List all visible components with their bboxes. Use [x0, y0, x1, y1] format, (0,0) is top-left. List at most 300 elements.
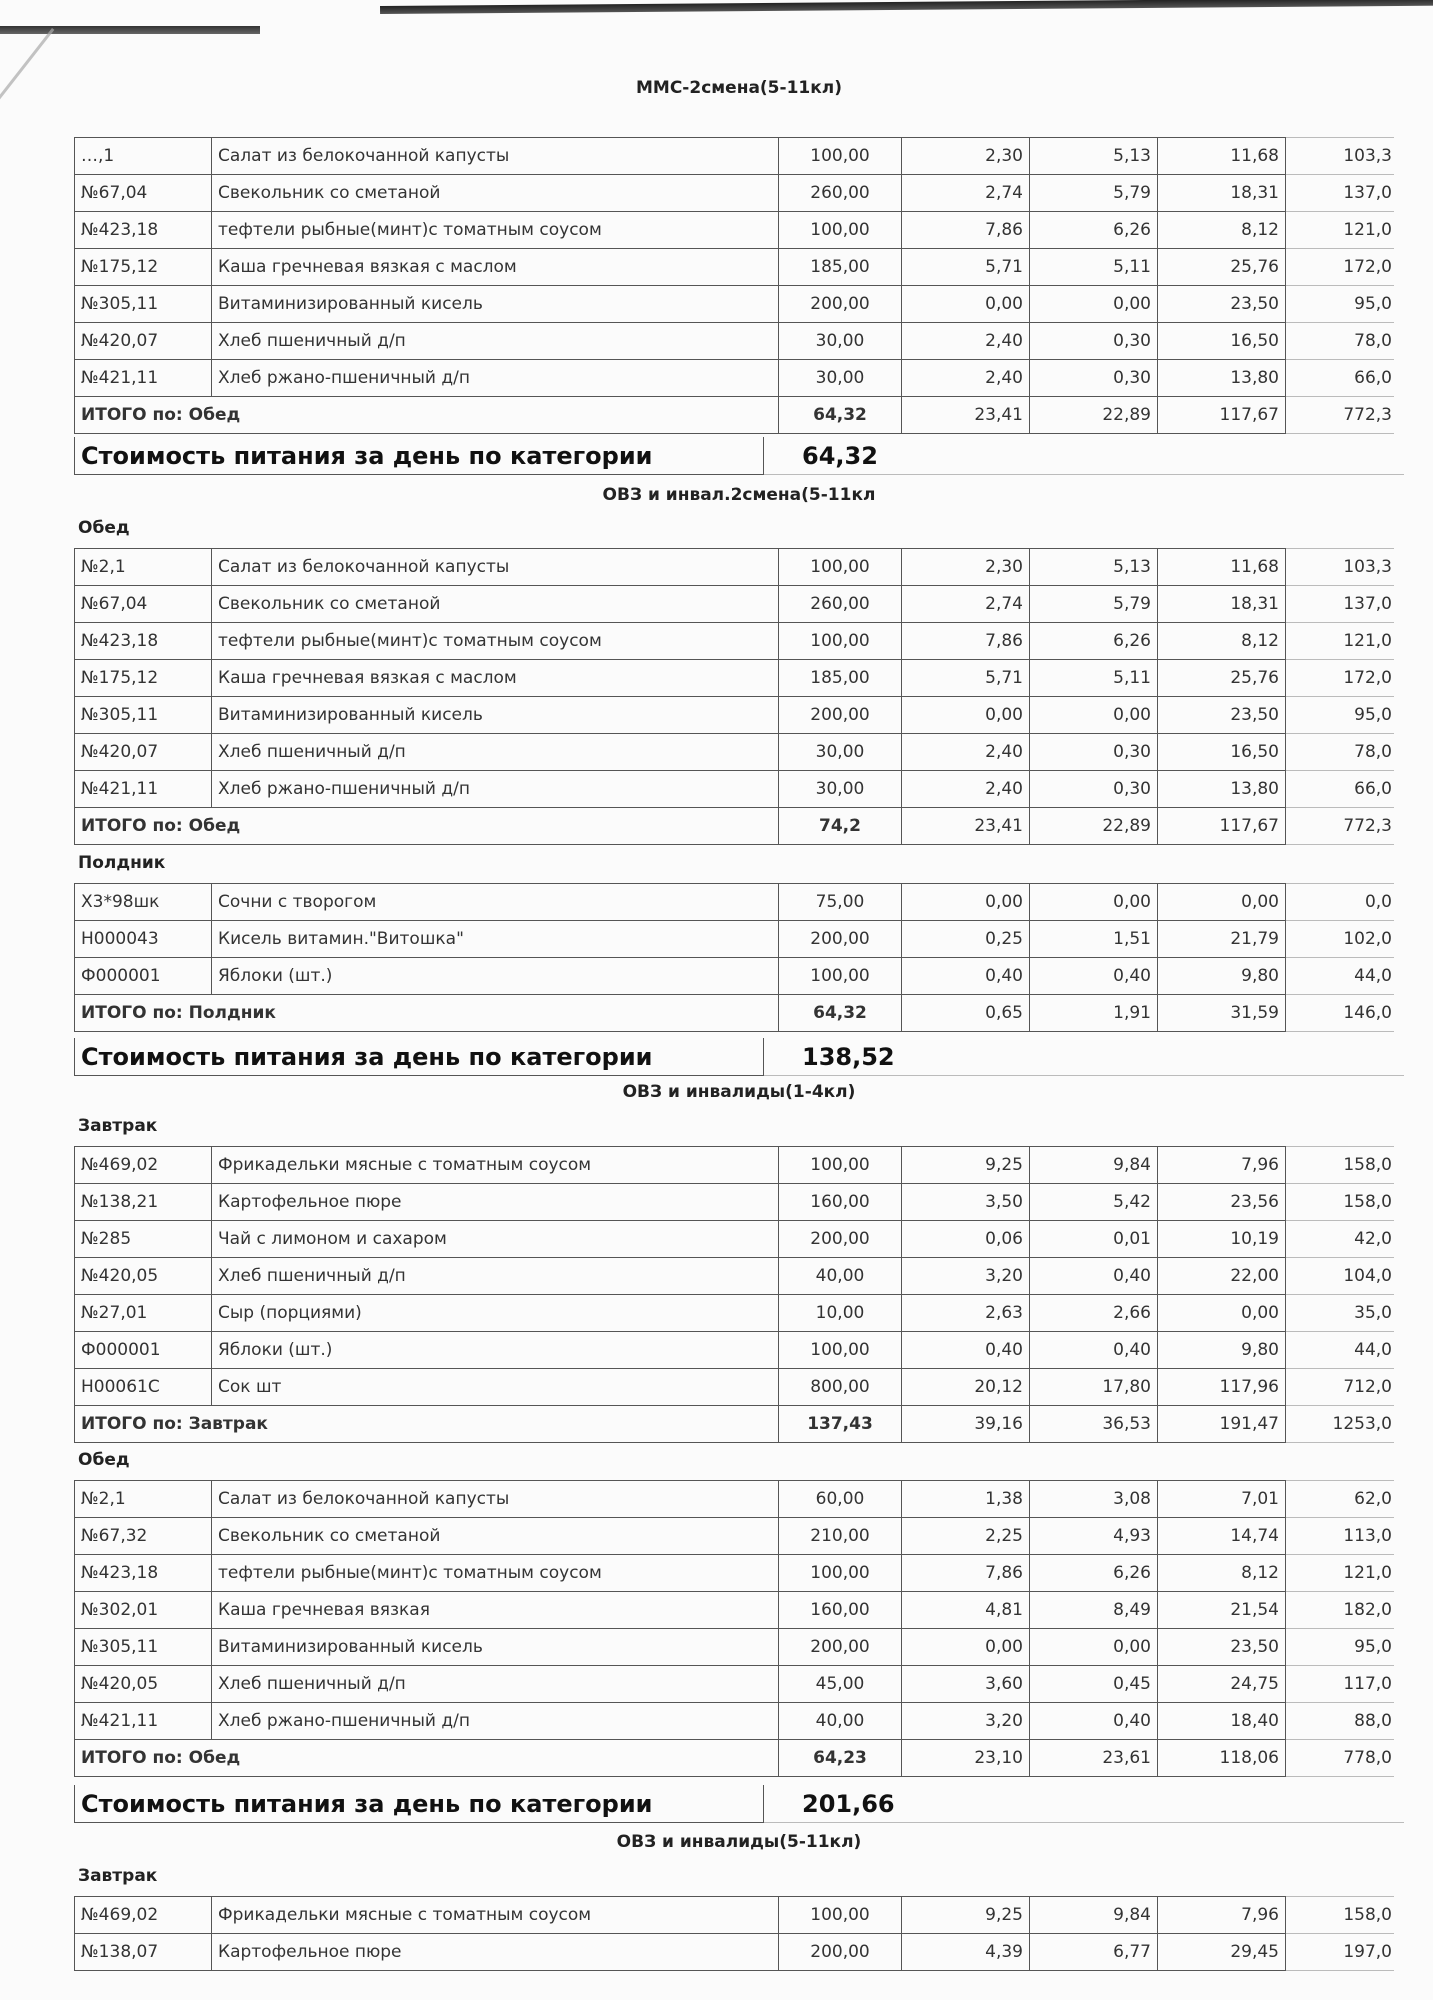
total-protein: 39,16 — [902, 1406, 1030, 1443]
total-carbs: 117,67 — [1158, 397, 1286, 434]
calories-cell: 104,0 — [1286, 1258, 1395, 1295]
protein-cell: 9,25 — [902, 1897, 1030, 1934]
carbs-cell: 7,01 — [1158, 1481, 1286, 1518]
dish-code-cell: Ф000001 — [75, 1332, 212, 1369]
dish-code-cell: №469,02 — [75, 1897, 212, 1934]
portion-weight-cell: 200,00 — [779, 286, 902, 323]
meal-total-label: ИТОГО по: Завтрак — [75, 1406, 779, 1443]
total-protein: 23,41 — [902, 808, 1030, 845]
total-carbs: 31,59 — [1158, 995, 1286, 1032]
table-row — [75, 138, 1395, 175]
calories-cell: 62,0 — [1286, 1481, 1395, 1518]
dish-code-cell: №423,18 — [75, 623, 212, 660]
carbs-cell: 29,45 — [1158, 1934, 1286, 1971]
carbs-cell: 14,74 — [1158, 1518, 1286, 1555]
carbs-cell: 8,12 — [1158, 212, 1286, 249]
fat-cell: 1,51 — [1030, 921, 1158, 958]
protein-cell: 3,20 — [902, 1258, 1030, 1295]
portion-weight-cell: 30,00 — [779, 771, 902, 808]
portion-weight-cell: 200,00 — [779, 1934, 902, 1971]
total-carbs: 118,06 — [1158, 1740, 1286, 1777]
dish-code-cell: Х3*98шк — [75, 884, 212, 921]
dish-name-cell: Хлеб пшеничный д/п — [212, 323, 779, 360]
portion-weight-cell: 200,00 — [779, 1221, 902, 1258]
fat-cell: 17,80 — [1030, 1369, 1158, 1406]
dish-name-cell: Яблоки (шт.) — [212, 1332, 779, 1369]
fat-cell: 0,01 — [1030, 1221, 1158, 1258]
carbs-cell: 23,50 — [1158, 286, 1286, 323]
protein-cell: 1,38 — [902, 1481, 1030, 1518]
dish-name-cell: Хлеб пшеничный д/п — [212, 1666, 779, 1703]
dish-code-cell: №420,07 — [75, 734, 212, 771]
dish-code-cell: №305,11 — [75, 697, 212, 734]
calories-cell: 158,0 — [1286, 1897, 1395, 1934]
total-protein: 23,10 — [902, 1740, 1030, 1777]
portion-weight-cell: 160,00 — [779, 1592, 902, 1629]
dish-code-cell: №421,11 — [75, 1703, 212, 1740]
portion-weight-cell: 45,00 — [779, 1666, 902, 1703]
table-row — [75, 1518, 1395, 1555]
carbs-cell: 8,12 — [1158, 623, 1286, 660]
portion-weight-cell: 30,00 — [779, 360, 902, 397]
dish-code-cell: №423,18 — [75, 1555, 212, 1592]
total-fat: 22,89 — [1030, 397, 1158, 434]
dish-name-cell: Витаминизированный кисель — [212, 1629, 779, 1666]
dish-name-cell: Свекольник со сметаной — [212, 1518, 779, 1555]
total-calories: 146,0 — [1286, 995, 1395, 1032]
protein-cell: 0,06 — [902, 1221, 1030, 1258]
dish-name-cell: Фрикадельки мясные с томатным соусом — [212, 1147, 779, 1184]
table-row — [75, 771, 1395, 808]
day-cost-row — [74, 437, 1404, 475]
fat-cell: 0,40 — [1030, 1703, 1158, 1740]
protein-cell: 4,39 — [902, 1934, 1030, 1971]
meal-title: Обед — [78, 1450, 130, 1470]
protein-cell: 7,86 — [902, 212, 1030, 249]
calories-cell: 44,0 — [1286, 958, 1395, 995]
carbs-cell: 11,68 — [1158, 138, 1286, 175]
protein-cell: 2,63 — [902, 1295, 1030, 1332]
table-row — [75, 1184, 1395, 1221]
table-row — [75, 1555, 1395, 1592]
portion-weight-cell: 185,00 — [779, 249, 902, 286]
fat-cell: 0,00 — [1030, 1629, 1158, 1666]
dish-name-cell: тефтели рыбные(минт)с томатным соусом — [212, 212, 779, 249]
fat-cell: 6,26 — [1030, 623, 1158, 660]
day-cost-value: 201,66 — [764, 1785, 1404, 1823]
meal-total-cost: 64,32 — [779, 397, 902, 434]
carbs-cell: 16,50 — [1158, 323, 1286, 360]
protein-cell: 7,86 — [902, 623, 1030, 660]
portion-weight-cell: 100,00 — [779, 1332, 902, 1369]
carbs-cell: 7,96 — [1158, 1897, 1286, 1934]
protein-cell: 0,40 — [902, 1332, 1030, 1369]
meal-title: Завтрак — [78, 1866, 158, 1886]
dish-code-cell: №305,11 — [75, 286, 212, 323]
calories-cell: 137,0 — [1286, 586, 1395, 623]
portion-weight-cell: 10,00 — [779, 1295, 902, 1332]
category-title: ОВЗ и инвалиды(1-4кл) — [622, 1082, 856, 1102]
fat-cell: 6,26 — [1030, 212, 1158, 249]
meal-total-row — [75, 1740, 1395, 1777]
dish-name-cell: Сок шт — [212, 1369, 779, 1406]
table-row — [75, 1481, 1395, 1518]
dish-code-cell: №67,04 — [75, 586, 212, 623]
fat-cell: 5,79 — [1030, 586, 1158, 623]
dish-code-cell: Н00061С — [75, 1369, 212, 1406]
fat-cell: 0,40 — [1030, 1258, 1158, 1295]
fat-cell: 5,13 — [1030, 549, 1158, 586]
carbs-cell: 10,19 — [1158, 1221, 1286, 1258]
protein-cell: 0,00 — [902, 1629, 1030, 1666]
total-calories: 778,0 — [1286, 1740, 1395, 1777]
table-row — [75, 212, 1395, 249]
fat-cell: 5,11 — [1030, 249, 1158, 286]
fat-cell: 0,30 — [1030, 323, 1158, 360]
total-fat: 36,53 — [1030, 1406, 1158, 1443]
table-row — [75, 884, 1395, 921]
calories-cell: 117,0 — [1286, 1666, 1395, 1703]
portion-weight-cell: 185,00 — [779, 660, 902, 697]
table-row — [75, 1221, 1395, 1258]
total-fat: 23,61 — [1030, 1740, 1158, 1777]
meal-total-label: ИТОГО по: Полдник — [75, 995, 779, 1032]
protein-cell: 5,71 — [902, 249, 1030, 286]
dish-name-cell: Фрикадельки мясные с томатным соусом — [212, 1897, 779, 1934]
dish-name-cell: Витаминизированный кисель — [212, 286, 779, 323]
protein-cell: 0,40 — [902, 958, 1030, 995]
dish-code-cell: №67,04 — [75, 175, 212, 212]
portion-weight-cell: 100,00 — [779, 623, 902, 660]
category-title: ММС-2смена(5-11кл) — [636, 78, 842, 98]
portion-weight-cell: 100,00 — [779, 212, 902, 249]
fat-cell: 0,30 — [1030, 360, 1158, 397]
carbs-cell: 18,31 — [1158, 586, 1286, 623]
calories-cell: 35,0 — [1286, 1295, 1395, 1332]
fat-cell: 0,40 — [1030, 958, 1158, 995]
calories-cell: 88,0 — [1286, 1703, 1395, 1740]
carbs-cell: 23,56 — [1158, 1184, 1286, 1221]
meal-title: Завтрак — [78, 1116, 158, 1136]
meal-total-cost: 64,32 — [779, 995, 902, 1032]
dish-code-cell: №2,1 — [75, 549, 212, 586]
protein-cell: 7,86 — [902, 1555, 1030, 1592]
table-row — [75, 1703, 1395, 1740]
table-row — [75, 360, 1395, 397]
fat-cell: 0,00 — [1030, 286, 1158, 323]
protein-cell: 20,12 — [902, 1369, 1030, 1406]
table-row — [75, 1592, 1395, 1629]
carbs-cell: 9,80 — [1158, 958, 1286, 995]
dish-name-cell: тефтели рыбные(минт)с томатным соусом — [212, 1555, 779, 1592]
dish-name-cell: Каша гречневая вязкая с маслом — [212, 249, 779, 286]
table-row — [75, 175, 1395, 212]
day-cost-row — [74, 1038, 1404, 1076]
menu-table — [74, 548, 1394, 845]
portion-weight-cell: 100,00 — [779, 1147, 902, 1184]
portion-weight-cell: 200,00 — [779, 697, 902, 734]
calories-cell: 95,0 — [1286, 1629, 1395, 1666]
calories-cell: 42,0 — [1286, 1221, 1395, 1258]
protein-cell: 2,25 — [902, 1518, 1030, 1555]
dish-code-cell: №2,1 — [75, 1481, 212, 1518]
table-row — [75, 549, 1395, 586]
meal-total-label: ИТОГО по: Обед — [75, 397, 779, 434]
carbs-cell: 11,68 — [1158, 549, 1286, 586]
calories-cell: 158,0 — [1286, 1184, 1395, 1221]
carbs-cell: 9,80 — [1158, 1332, 1286, 1369]
fat-cell: 6,26 — [1030, 1555, 1158, 1592]
dish-code-cell: …,1 — [75, 138, 212, 175]
dish-name-cell: Витаминизированный кисель — [212, 697, 779, 734]
portion-weight-cell: 210,00 — [779, 1518, 902, 1555]
dish-name-cell: Сочни с творогом — [212, 884, 779, 921]
protein-cell: 2,74 — [902, 175, 1030, 212]
carbs-cell: 13,80 — [1158, 360, 1286, 397]
protein-cell: 3,20 — [902, 1703, 1030, 1740]
scan-edge-top — [380, 0, 1433, 14]
carbs-cell: 25,76 — [1158, 249, 1286, 286]
carbs-cell: 18,40 — [1158, 1703, 1286, 1740]
dish-name-cell: Свекольник со сметаной — [212, 586, 779, 623]
total-carbs: 117,67 — [1158, 808, 1286, 845]
dish-name-cell: тефтели рыбные(минт)с томатным соусом — [212, 623, 779, 660]
calories-cell: 103,3 — [1286, 549, 1395, 586]
dish-name-cell: Чай с лимоном и сахаром — [212, 1221, 779, 1258]
meal-title: Обед — [78, 518, 130, 538]
day-cost-value: 138,52 — [764, 1038, 1404, 1076]
table-row — [75, 1934, 1395, 1971]
table-row — [75, 734, 1395, 771]
fat-cell: 0,40 — [1030, 1332, 1158, 1369]
protein-cell: 2,40 — [902, 734, 1030, 771]
dish-name-cell: Свекольник со сметаной — [212, 175, 779, 212]
dish-code-cell: №138,07 — [75, 1934, 212, 1971]
menu-table — [74, 1480, 1394, 1777]
fat-cell: 4,93 — [1030, 1518, 1158, 1555]
dish-name-cell: Картофельное пюре — [212, 1934, 779, 1971]
dish-code-cell: №27,01 — [75, 1295, 212, 1332]
carbs-cell: 21,79 — [1158, 921, 1286, 958]
portion-weight-cell: 40,00 — [779, 1703, 902, 1740]
carbs-cell: 117,96 — [1158, 1369, 1286, 1406]
day-cost-label: Стоимость питания за день по категории — [74, 437, 764, 475]
dish-name-cell: Кисель витамин."Витошка" — [212, 921, 779, 958]
portion-weight-cell: 100,00 — [779, 138, 902, 175]
dish-code-cell: №469,02 — [75, 1147, 212, 1184]
category-title: ОВЗ и инвал.2смена(5-11кл — [602, 485, 876, 505]
dish-code-cell: №421,11 — [75, 360, 212, 397]
portion-weight-cell: 100,00 — [779, 1555, 902, 1592]
carbs-cell: 25,76 — [1158, 660, 1286, 697]
portion-weight-cell: 200,00 — [779, 1629, 902, 1666]
protein-cell: 2,30 — [902, 549, 1030, 586]
dish-code-cell: №420,05 — [75, 1258, 212, 1295]
carbs-cell: 0,00 — [1158, 884, 1286, 921]
calories-cell: 95,0 — [1286, 286, 1395, 323]
fat-cell: 0,30 — [1030, 771, 1158, 808]
total-fat: 22,89 — [1030, 808, 1158, 845]
day-cost-label: Стоимость питания за день по категории — [74, 1785, 764, 1823]
calories-cell: 66,0 — [1286, 360, 1395, 397]
paper-fold-line — [0, 28, 54, 211]
dish-name-cell: Хлеб ржано-пшеничный д/п — [212, 1703, 779, 1740]
calories-cell: 95,0 — [1286, 697, 1395, 734]
protein-cell: 2,40 — [902, 323, 1030, 360]
dish-name-cell: Хлеб ржано-пшеничный д/п — [212, 360, 779, 397]
calories-cell: 197,0 — [1286, 1934, 1395, 1971]
dish-code-cell: Н000043 — [75, 921, 212, 958]
protein-cell: 0,00 — [902, 697, 1030, 734]
protein-cell: 2,74 — [902, 586, 1030, 623]
dish-code-cell: №421,11 — [75, 771, 212, 808]
fat-cell: 5,42 — [1030, 1184, 1158, 1221]
calories-cell: 182,0 — [1286, 1592, 1395, 1629]
meal-total-label: ИТОГО по: Обед — [75, 808, 779, 845]
portion-weight-cell: 100,00 — [779, 1897, 902, 1934]
dish-name-cell: Салат из белокочанной капусты — [212, 549, 779, 586]
meal-title: Полдник — [78, 853, 166, 873]
carbs-cell: 7,96 — [1158, 1147, 1286, 1184]
portion-weight-cell: 160,00 — [779, 1184, 902, 1221]
meal-total-row — [75, 808, 1395, 845]
carbs-cell: 18,31 — [1158, 175, 1286, 212]
calories-cell: 121,0 — [1286, 623, 1395, 660]
total-calories: 772,3 — [1286, 397, 1395, 434]
dish-name-cell: Салат из белокочанной капусты — [212, 1481, 779, 1518]
menu-table — [74, 137, 1394, 434]
calories-cell: 44,0 — [1286, 1332, 1395, 1369]
calories-cell: 137,0 — [1286, 175, 1395, 212]
protein-cell: 3,60 — [902, 1666, 1030, 1703]
carbs-cell: 13,80 — [1158, 771, 1286, 808]
fat-cell: 5,13 — [1030, 138, 1158, 175]
table-row — [75, 323, 1395, 360]
portion-weight-cell: 200,00 — [779, 921, 902, 958]
dish-code-cell: №175,12 — [75, 249, 212, 286]
protein-cell: 0,00 — [902, 286, 1030, 323]
protein-cell: 0,25 — [902, 921, 1030, 958]
portion-weight-cell: 30,00 — [779, 734, 902, 771]
total-carbs: 191,47 — [1158, 1406, 1286, 1443]
protein-cell: 0,00 — [902, 884, 1030, 921]
table-row — [75, 660, 1395, 697]
carbs-cell: 16,50 — [1158, 734, 1286, 771]
dish-code-cell: №285 — [75, 1221, 212, 1258]
dish-code-cell: №302,01 — [75, 1592, 212, 1629]
table-row — [75, 1897, 1395, 1934]
calories-cell: 121,0 — [1286, 1555, 1395, 1592]
meal-total-cost: 74,2 — [779, 808, 902, 845]
calories-cell: 158,0 — [1286, 1147, 1395, 1184]
portion-weight-cell: 40,00 — [779, 1258, 902, 1295]
meal-total-label: ИТОГО по: Обед — [75, 1740, 779, 1777]
table-row — [75, 1629, 1395, 1666]
calories-cell: 172,0 — [1286, 249, 1395, 286]
dish-code-cell: №423,18 — [75, 212, 212, 249]
menu-table — [74, 883, 1394, 1032]
protein-cell: 9,25 — [902, 1147, 1030, 1184]
calories-cell: 103,3 — [1286, 138, 1395, 175]
calories-cell: 0,0 — [1286, 884, 1395, 921]
day-cost-label: Стоимость питания за день по категории — [74, 1038, 764, 1076]
protein-cell: 3,50 — [902, 1184, 1030, 1221]
table-row — [75, 1295, 1395, 1332]
calories-cell: 712,0 — [1286, 1369, 1395, 1406]
fat-cell: 0,30 — [1030, 734, 1158, 771]
dish-name-cell: Хлеб пшеничный д/п — [212, 734, 779, 771]
fat-cell: 6,77 — [1030, 1934, 1158, 1971]
dish-name-cell: Каша гречневая вязкая — [212, 1592, 779, 1629]
carbs-cell: 24,75 — [1158, 1666, 1286, 1703]
fat-cell: 0,00 — [1030, 884, 1158, 921]
fat-cell: 9,84 — [1030, 1147, 1158, 1184]
protein-cell: 2,40 — [902, 771, 1030, 808]
portion-weight-cell: 800,00 — [779, 1369, 902, 1406]
meal-total-cost: 137,43 — [779, 1406, 902, 1443]
portion-weight-cell: 30,00 — [779, 323, 902, 360]
dish-name-cell: Яблоки (шт.) — [212, 958, 779, 995]
portion-weight-cell: 100,00 — [779, 958, 902, 995]
scan-edge-left — [0, 26, 260, 34]
table-row — [75, 1258, 1395, 1295]
fat-cell: 9,84 — [1030, 1897, 1158, 1934]
table-row — [75, 921, 1395, 958]
dish-name-cell: Картофельное пюре — [212, 1184, 779, 1221]
dish-name-cell: Сыр (порциями) — [212, 1295, 779, 1332]
table-row — [75, 1332, 1395, 1369]
total-protein: 23,41 — [902, 397, 1030, 434]
menu-table — [74, 1896, 1394, 1971]
calories-cell: 121,0 — [1286, 212, 1395, 249]
carbs-cell: 21,54 — [1158, 1592, 1286, 1629]
table-row — [75, 958, 1395, 995]
portion-weight-cell: 75,00 — [779, 884, 902, 921]
category-title: ОВЗ и инвалиды(5-11кл) — [616, 1832, 862, 1852]
portion-weight-cell: 60,00 — [779, 1481, 902, 1518]
meal-total-row — [75, 397, 1395, 434]
table-row — [75, 286, 1395, 323]
meal-total-cost: 64,23 — [779, 1740, 902, 1777]
table-row — [75, 1147, 1395, 1184]
day-cost-value: 64,32 — [764, 437, 1404, 475]
fat-cell: 3,08 — [1030, 1481, 1158, 1518]
dish-name-cell: Хлеб пшеничный д/п — [212, 1258, 779, 1295]
protein-cell: 2,30 — [902, 138, 1030, 175]
total-calories: 1253,0 — [1286, 1406, 1395, 1443]
portion-weight-cell: 260,00 — [779, 175, 902, 212]
dish-code-cell: №67,32 — [75, 1518, 212, 1555]
dish-name-cell: Хлеб ржано-пшеничный д/п — [212, 771, 779, 808]
carbs-cell: 23,50 — [1158, 1629, 1286, 1666]
dish-code-cell: №420,07 — [75, 323, 212, 360]
total-fat: 1,91 — [1030, 995, 1158, 1032]
table-row — [75, 249, 1395, 286]
dish-code-cell: №138,21 — [75, 1184, 212, 1221]
calories-cell: 78,0 — [1286, 323, 1395, 360]
meal-total-row — [75, 1406, 1395, 1443]
calories-cell: 66,0 — [1286, 771, 1395, 808]
dish-code-cell: Ф000001 — [75, 958, 212, 995]
protein-cell: 5,71 — [902, 660, 1030, 697]
calories-cell: 102,0 — [1286, 921, 1395, 958]
dish-name-cell: Каша гречневая вязкая с маслом — [212, 660, 779, 697]
fat-cell: 5,11 — [1030, 660, 1158, 697]
day-cost-row — [74, 1785, 1404, 1823]
protein-cell: 4,81 — [902, 1592, 1030, 1629]
carbs-cell: 23,50 — [1158, 697, 1286, 734]
carbs-cell: 22,00 — [1158, 1258, 1286, 1295]
